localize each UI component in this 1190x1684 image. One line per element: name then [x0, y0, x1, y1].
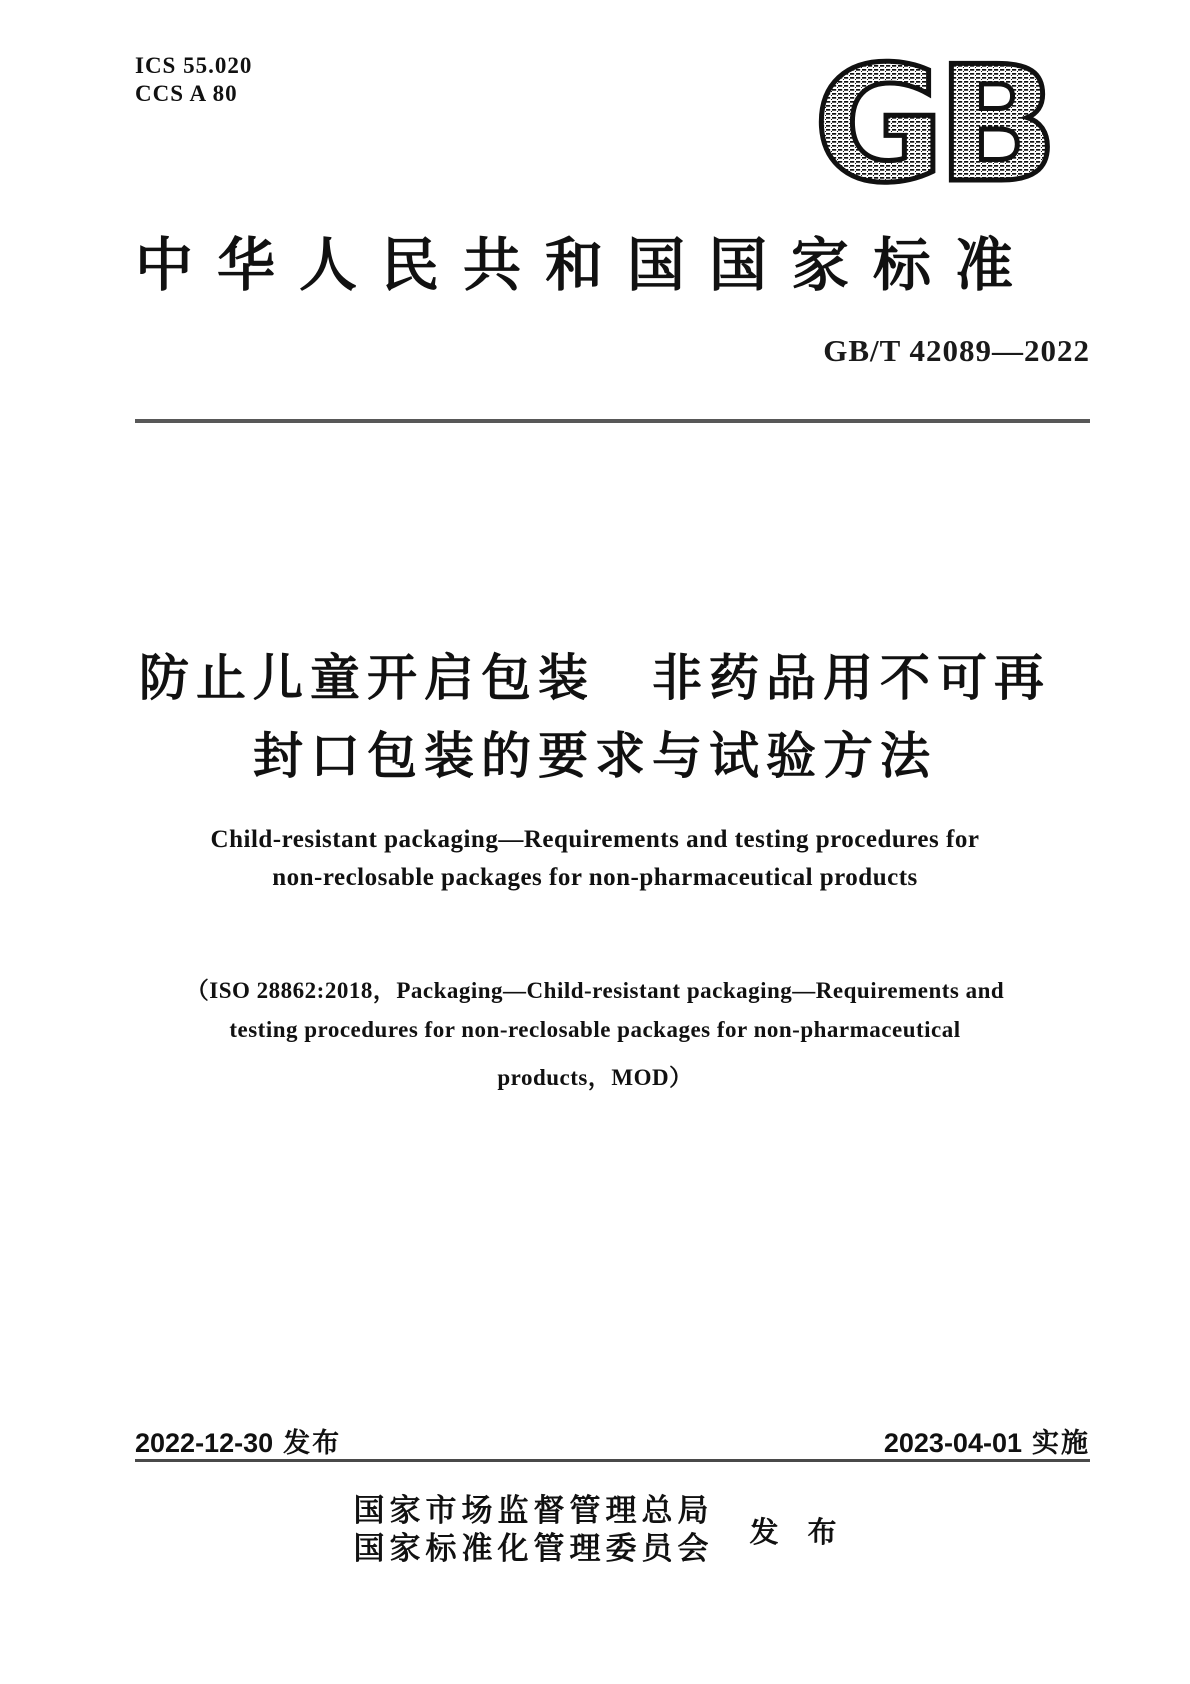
implementation-date: 2023-04-01: [883, 1428, 1022, 1458]
issuer-line1: 国家市场监督管理总局: [353, 1493, 714, 1528]
gb-logo-text: GB: [813, 56, 1051, 188]
dates-row: [135, 1421, 1090, 1460]
national-standard-title: 中华人民共和国国家标准: [135, 233, 1038, 298]
issuer-line2: 国家标准化管理委员会: [353, 1531, 714, 1566]
standard-code: GB/T 42089—2022: [823, 333, 1090, 368]
implementation-date-label: 实施: [1032, 1428, 1090, 1458]
document-title-cn-line2: 封口包装的要求与试验方法: [253, 728, 937, 784]
document-title-en-line2: non-reclosable packages for non-pharmaceutical products: [272, 864, 918, 891]
document-title-cn-line1: 防止儿童开启包装 非药品用不可再: [139, 650, 1051, 706]
issue-date-block: [135, 1421, 341, 1460]
header-divider-rule: [135, 419, 1090, 423]
iso-reference-line2: testing procedures for non-reclosable packages for non-pharmaceutical: [229, 1017, 961, 1042]
classification-codes: [135, 52, 252, 108]
ics-code: ICS 55.020: [135, 53, 253, 78]
issuer-names: [353, 1492, 713, 1568]
implementation-date-block: [884, 1421, 1090, 1460]
gb-logo-icon: [808, 56, 1056, 188]
issuing-authorities: [0, 1492, 1190, 1568]
issue-date: 2022-12-30: [135, 1428, 274, 1458]
iso-reference-line3: products，MOD）: [497, 1065, 693, 1090]
publish-label: 发 布: [749, 1516, 837, 1549]
document-title-en-line1: Child-resistant packaging—Requirements and testing procedures for: [210, 826, 980, 853]
ccs-code: CCS A 80: [135, 81, 238, 106]
iso-reference-line1: （ISO 28862:2018，Packaging—Child-resistant packaging—Requirements and: [185, 978, 1005, 1003]
footer-divider-rule: [135, 1459, 1090, 1462]
issue-date-label: 发布: [283, 1428, 342, 1458]
